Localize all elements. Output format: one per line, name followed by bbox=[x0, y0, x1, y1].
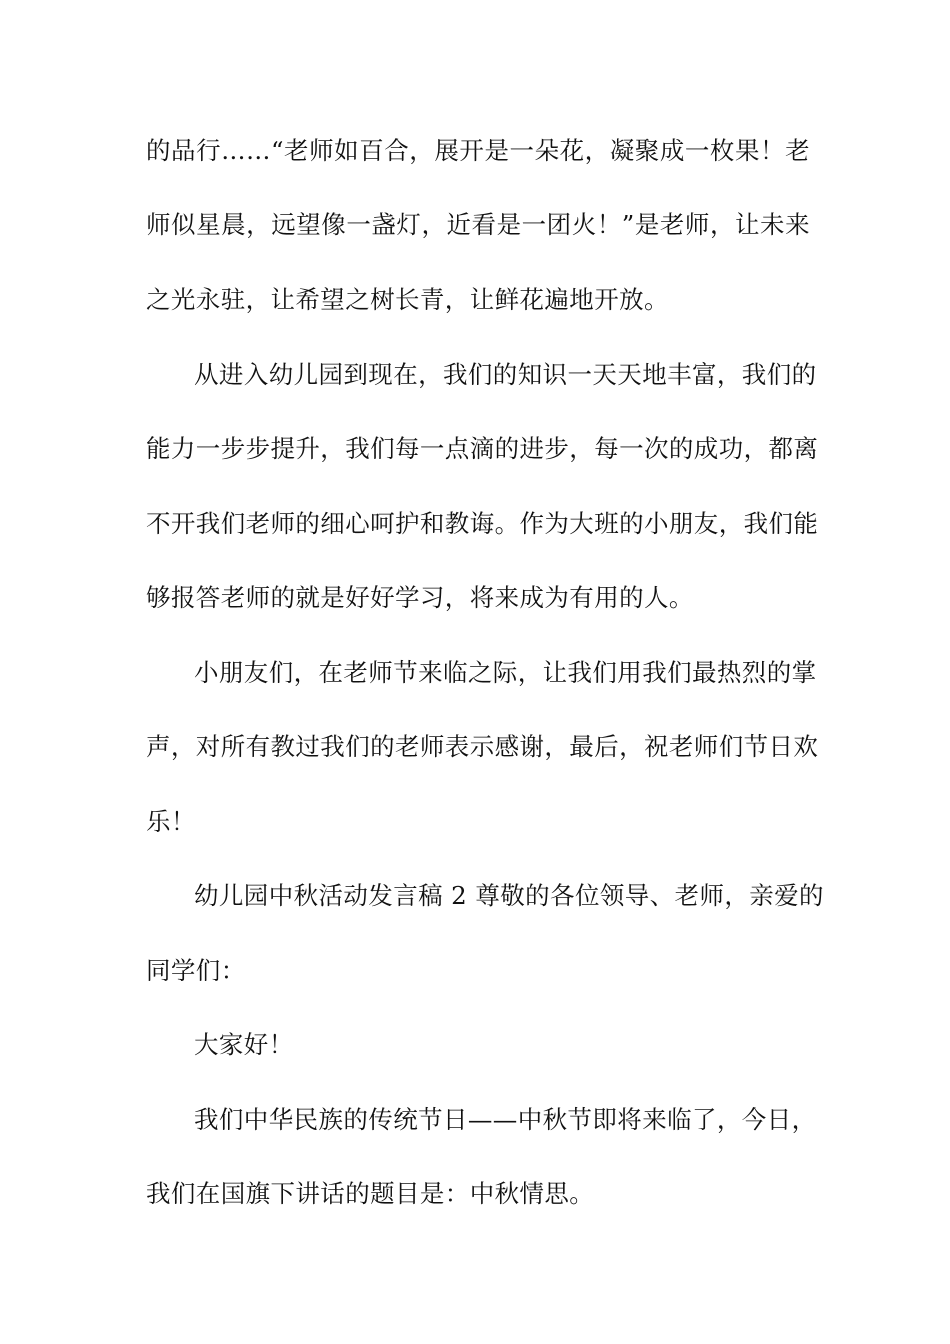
paragraph-first-line: 小朋友们，在老师节来临之际，让我们用我们最热烈的掌 bbox=[194, 658, 817, 687]
paragraph-first-line: 幼儿园中秋活动发言稿 2 尊敬的各位领导、老师，亲爱的 bbox=[194, 881, 824, 910]
text-line: 声，对所有教过我们的老师表示感谢，最后，祝老师们节日欢 bbox=[146, 732, 819, 761]
text-line: 之光永驻，让希望之树长青，让鲜花遍地开放。 bbox=[146, 285, 669, 314]
paragraph-first-line: 我们中华民族的传统节日——中秋节即将来临了，今日， bbox=[194, 1105, 817, 1134]
text-line: 能力一步步提升，我们每一点滴的进步，每一次的成功，都离 bbox=[146, 434, 819, 463]
text-line: 够报答老师的就是好好学习，将来成为有用的人。 bbox=[146, 583, 694, 612]
greeting-line: 大家好！ bbox=[194, 1030, 294, 1059]
text-line: 同学们： bbox=[146, 956, 246, 985]
text-line: 师似星晨，远望像一盏灯，近看是一团火！”是老师，让未来 bbox=[146, 210, 810, 239]
text-line: 我们在国旗下讲话的题目是：中秋情思。 bbox=[146, 1179, 595, 1208]
paragraph-first-line: 从进入幼儿园到现在，我们的知识一天天地丰富，我们的 bbox=[194, 360, 817, 389]
text-line: 不开我们老师的细心呵护和教诲。作为大班的小朋友，我们能 bbox=[146, 509, 819, 538]
text-line: 的品行……“老师如百合，展开是一朵花，凝聚成一枚果！老 bbox=[146, 136, 810, 165]
text-line: 乐！ bbox=[146, 807, 196, 836]
